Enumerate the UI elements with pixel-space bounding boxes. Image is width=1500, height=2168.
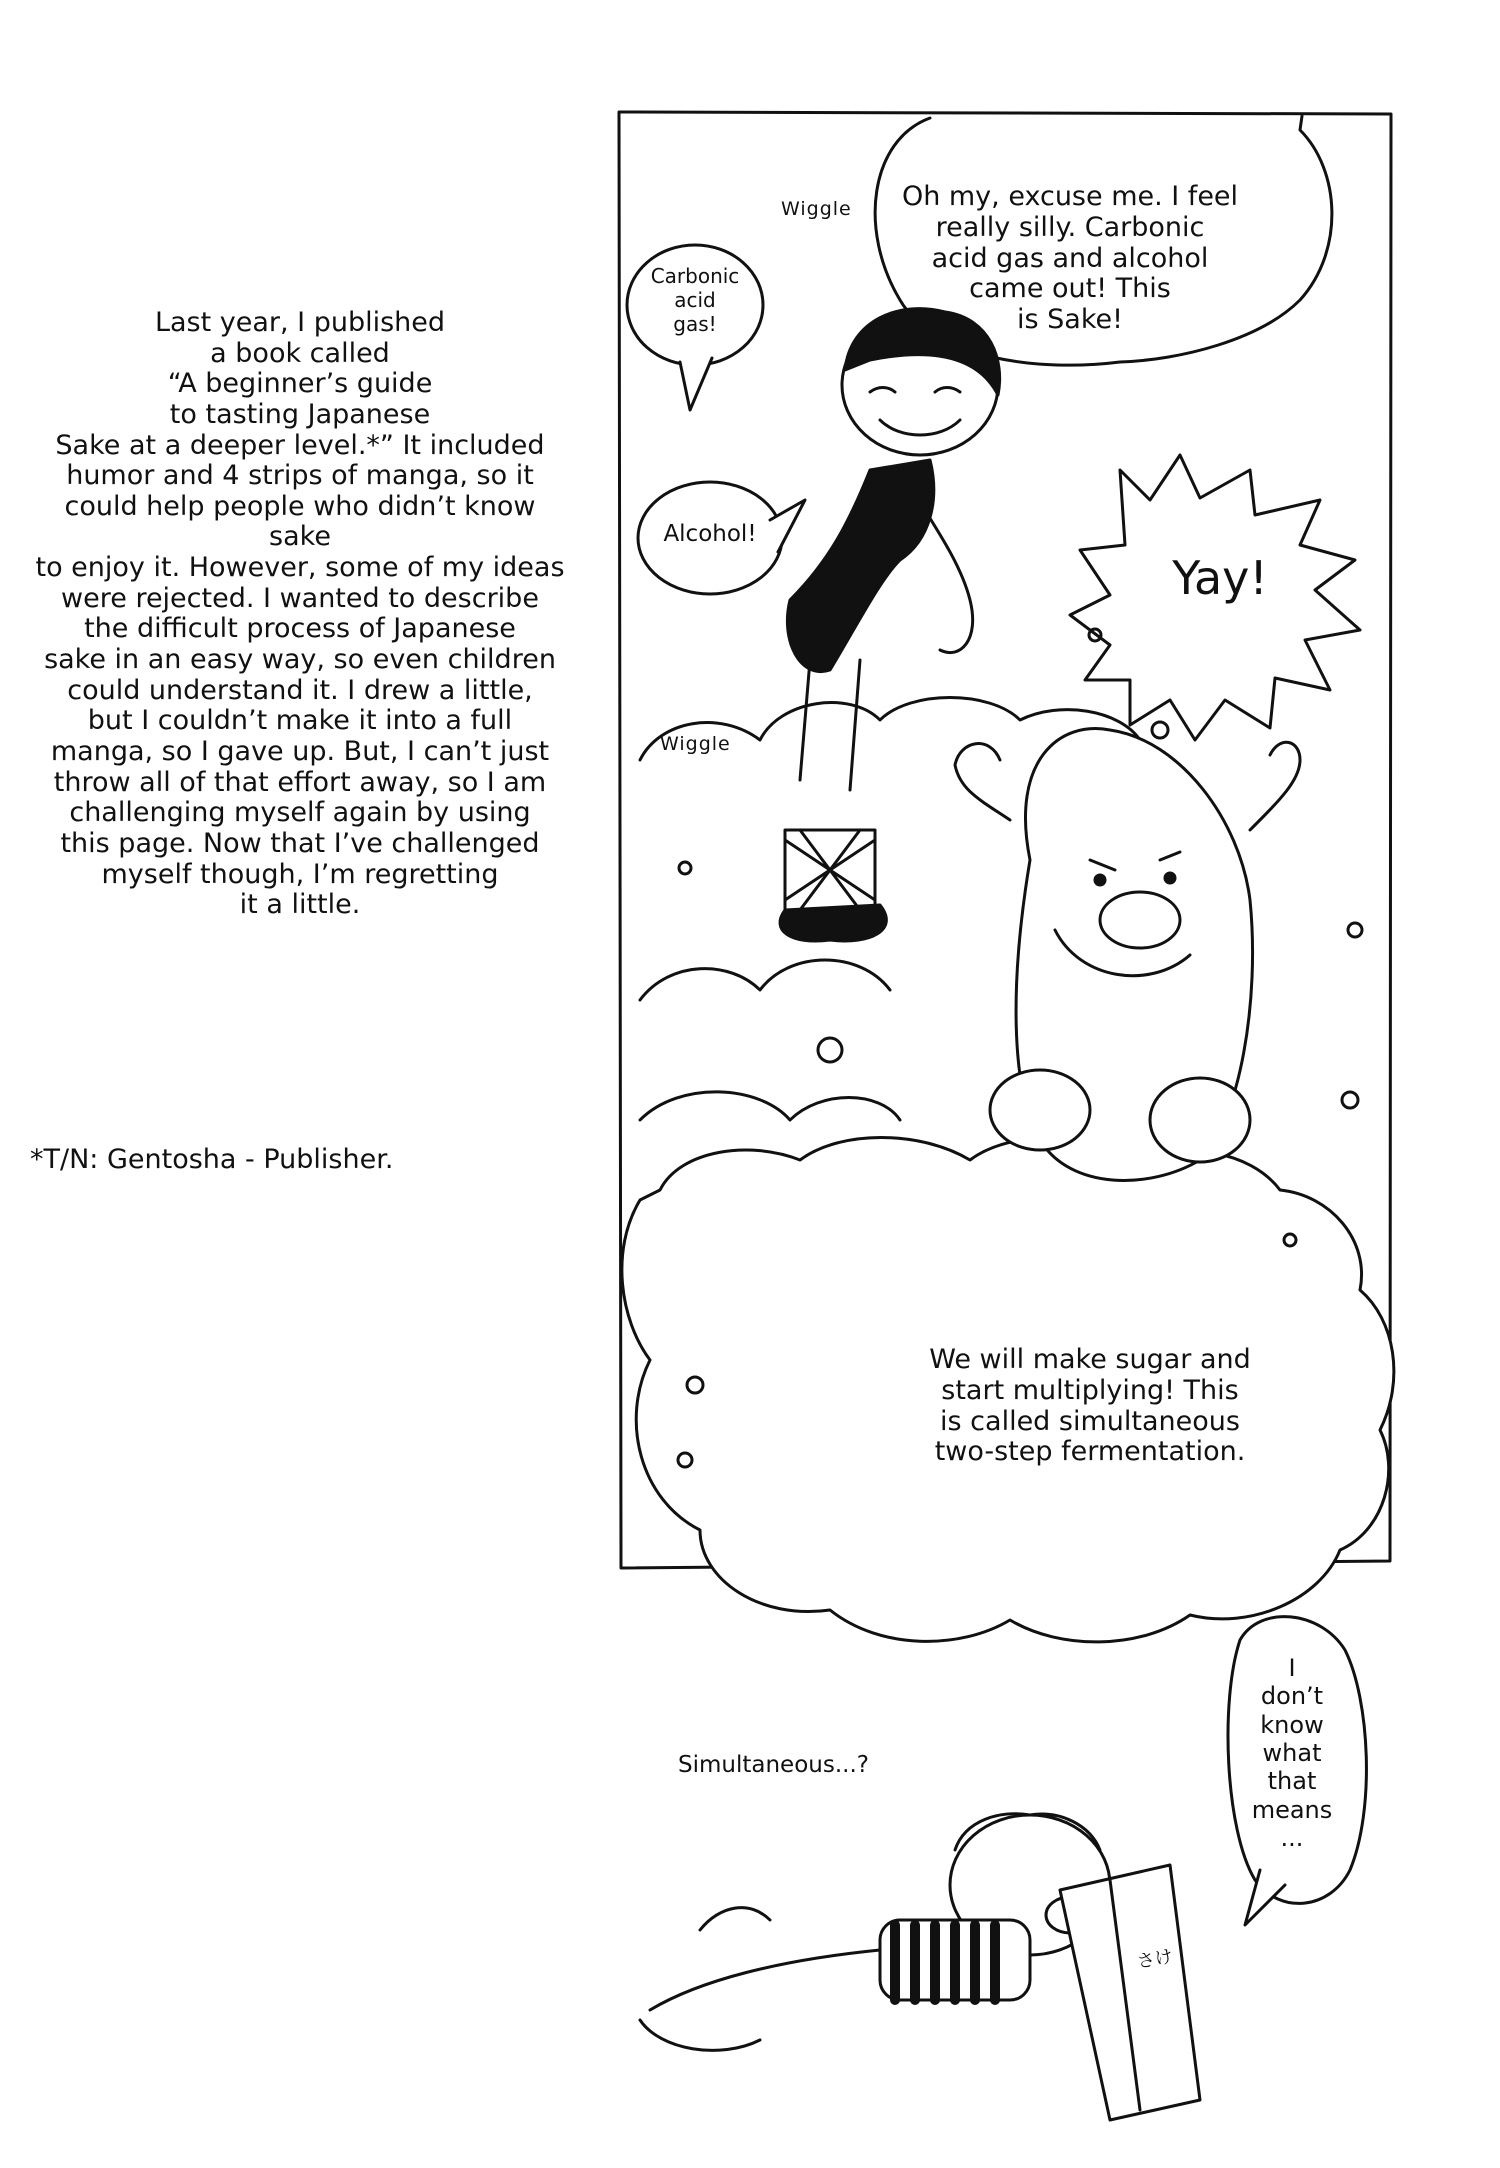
koji-character-illustration <box>955 729 1300 1181</box>
intro-line: a book called <box>210 337 390 369</box>
dont-know-bubble-line: I <box>1288 1654 1296 1682</box>
intro-line: Last year, I published <box>154 307 446 338</box>
simultaneous-text: Simultaneous...? <box>678 1752 869 1778</box>
intro-line: could help people who didn’t know sake <box>64 490 536 553</box>
sfx-wiggle-mid: Wiggle <box>660 733 731 755</box>
dont-know-bubble-line: know <box>1260 1710 1324 1739</box>
intro-line: challenging myself again by using <box>69 797 531 829</box>
alcohol-bubble-text: Alcohol! <box>663 521 757 547</box>
dont-know-bubble-line: means <box>1251 1795 1333 1824</box>
dont-know-bubble-line: don’t <box>1260 1682 1324 1711</box>
intro-line: sake in an easy way, so even children <box>44 644 556 676</box>
intro-line: were rejected. I wanted to describe <box>61 582 539 614</box>
excuse-bubble-line: Oh my, excuse me. I feel <box>901 181 1239 212</box>
carbonic-bubble-line: Carbonic <box>650 264 740 288</box>
translator-note: *T/N: Gentosha - Publisher. <box>30 1144 394 1175</box>
intro-line: it a little. <box>239 889 361 921</box>
carbonic-bubble-tail <box>680 358 712 410</box>
dont-know-bubble-line: ... <box>1280 1823 1304 1852</box>
intro-line: humor and 4 strips of manga, so it <box>66 460 534 492</box>
intro-line: to tasting Japanese <box>169 398 431 430</box>
book-cover-text: さけ <box>1135 1946 1175 1973</box>
intro-line: “A beginner’s guide <box>167 368 433 400</box>
carbonic-bubble-line: acid <box>674 288 716 312</box>
sfx-wiggle-top: Wiggle <box>781 198 852 220</box>
excuse-bubble-text <box>880 182 1260 336</box>
intro-line: could understand it. I drew a little, <box>67 674 533 706</box>
dont-know-bubble-text <box>1232 1654 1352 1852</box>
intro-line: throw all of that effort away, so I am <box>53 766 547 798</box>
excuse-bubble-line: really silly. Carbonic <box>935 211 1205 243</box>
intro-line: to enjoy it. However, some of my ideas <box>35 552 565 584</box>
sugar-bubble-text <box>860 1345 1320 1468</box>
sugar-bubble-line: is called simultaneous <box>940 1405 1240 1437</box>
yay-burst-text: Yay! <box>1172 551 1268 605</box>
yeast-girl-illustration <box>780 309 1000 941</box>
excuse-bubble-line: is Sake! <box>1017 304 1123 336</box>
intro-line: myself though, I’m regretting <box>101 858 499 890</box>
sugar-bubble-line: We will make sugar and <box>929 1344 1251 1375</box>
carbonic-bubble-text <box>620 264 770 336</box>
intro-line: but I couldn’t make it into a full <box>87 705 513 737</box>
sugar-bubble-line: two-step fermentation. <box>934 1436 1246 1468</box>
carbonic-bubble-line: gas! <box>673 312 717 336</box>
boy-reading-illustration <box>640 1814 1200 2120</box>
excuse-bubble-line: acid gas and alcohol <box>931 242 1209 274</box>
intro-line: Sake at a deeper level.*” It included <box>55 429 545 461</box>
intro-line: manga, so I gave up. But, I can’t just <box>50 735 550 767</box>
intro-line: this page. Now that I’ve challenged <box>60 827 540 859</box>
dont-know-bubble-line: what <box>1262 1738 1322 1767</box>
intro-line: the difficult process of Japanese <box>84 613 516 645</box>
foam-cloud-mid <box>640 960 900 1120</box>
sugar-bubble-line: start multiplying! This <box>941 1374 1239 1406</box>
excuse-bubble-line: came out! This <box>969 273 1171 305</box>
dont-know-bubble-line: that <box>1267 1767 1317 1796</box>
